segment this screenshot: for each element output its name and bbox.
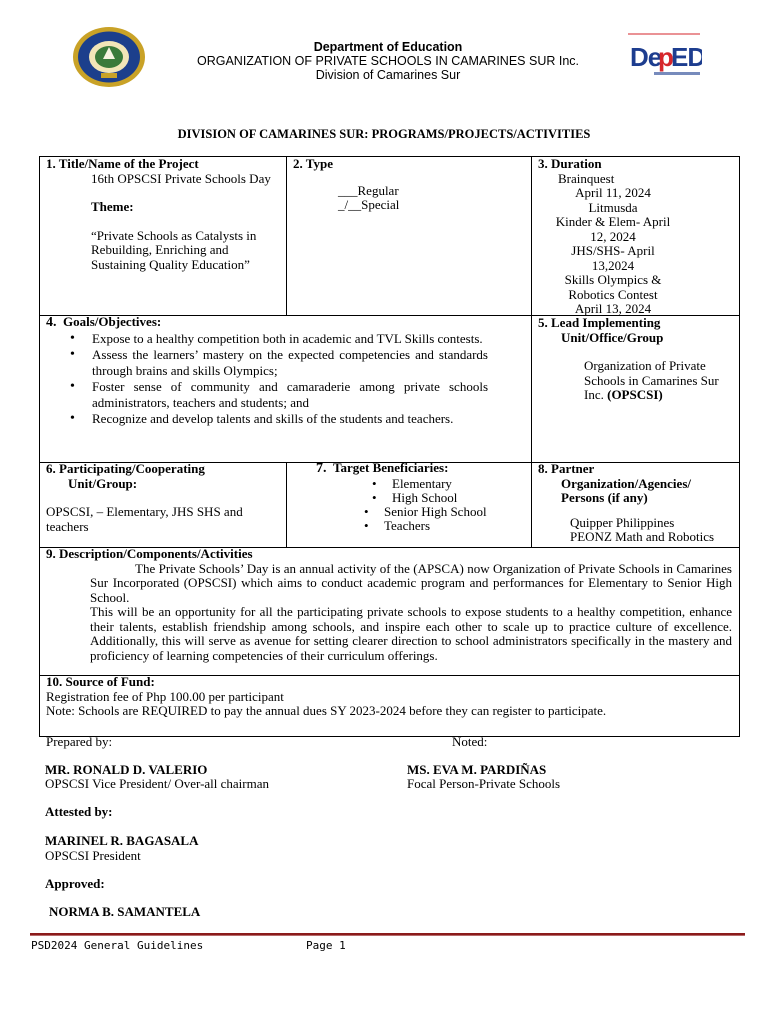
type-regular: ___Regular	[338, 182, 399, 198]
deped-logo	[626, 32, 702, 80]
theme-text: “Private Schools as Catalysts in Rebuilding, Enriching and Sustaining Quality Education”	[91, 227, 257, 272]
section-5-heading: 5. Lead Implementing	[538, 315, 661, 330]
section-2-heading: 2. Type	[293, 156, 333, 171]
section-8-partner	[538, 462, 738, 545]
fund-registration-fee: Registration fee of Php 100.00 per participant	[46, 688, 284, 704]
section-6-participating	[46, 462, 282, 534]
attested-name: MARINEL R. BAGASALA	[45, 833, 199, 848]
duration-line: 13,2024	[591, 257, 635, 273]
theme-label: Theme:	[91, 199, 134, 214]
attested-title: OPSCSI President	[45, 848, 141, 863]
section-3-heading: 3. Duration	[538, 156, 602, 171]
section-7-heading: Target Beneficiaries:	[333, 460, 449, 475]
lead-organization	[538, 359, 734, 403]
svg-text:p: p	[658, 42, 673, 72]
partner-line: Quipper Philippines	[570, 514, 675, 530]
prepared-title: OPSCSI Vice President/ Over-all chairman	[45, 776, 270, 791]
footer-rule	[30, 933, 745, 936]
opscsi-seal-icon	[72, 26, 146, 88]
section-4-goals	[46, 315, 488, 427]
lead-organization-text: Organization of Private Schools in Camarines Sur Inc.	[584, 358, 719, 402]
description-paragraph: This will be an opportunity for all the participating private schools to expose students to a healthy competition, enhance their talents, establish friendship among schools, and inspire each other to scale up to practice culture of excellence. Additionally, this will serve as avenue for setting clearer direction to school administrators specifically in the mastery and proficiency of learning competencies of their curriculum offerings.	[90, 604, 732, 663]
footer-guidelines: PSD2024 General Guidelines	[31, 939, 204, 952]
project-name: 16th OPSCSI Private Schools Day	[91, 170, 271, 186]
section-4-number: 4.	[46, 315, 57, 330]
description-paragraph: The Private Schools’ Day is an annual activity of the (APSCA) now Organization of Private Schools in Camarines Sur Incorporated (OPSCSI) which aims to conduct academic program and performances for Elementary to Senior High School.	[90, 560, 732, 605]
duration-line: JHS/SHS- April	[571, 243, 655, 258]
prepared-by-label: Prepared by:	[46, 734, 113, 749]
type-special: _/__Special	[338, 197, 400, 212]
section-5-subheading: Unit/Office/Group	[561, 329, 664, 345]
svg-text:ED: ED	[671, 42, 702, 72]
beneficiary-item: • Teachers	[384, 519, 528, 533]
attested-label: Attested by:	[45, 804, 113, 819]
section-6-heading: 6. Participating/Cooperating	[46, 461, 205, 476]
duration-line: Litmusda	[588, 199, 638, 215]
approved-name: NORMA B. SAMANTELA	[49, 904, 201, 919]
goal-item: • Assess the learners’ mastery on the expected competencies and standards through brains and skills Olympics;	[46, 347, 488, 379]
noted-name: MS. EVA M. PARDIÑAS	[407, 762, 547, 777]
section-8-heading: 8. Partner	[538, 461, 595, 476]
goal-item: • Foster sense of community and camaraderie among private schools administrators, teachers and students; and	[46, 379, 488, 411]
noted-label: Noted:	[452, 734, 488, 749]
goal-item: • Expose to a healthy competition both in academic and TVL Skills contests.	[46, 331, 488, 347]
section-9-description	[46, 547, 732, 663]
duration-line: Brainquest	[558, 170, 615, 186]
duration-line: Kinder & Elem- April	[555, 214, 671, 229]
section-8-subheading-2: Persons (if any)	[561, 490, 648, 505]
section-2-type	[293, 157, 525, 213]
beneficiary-item: • High School	[392, 491, 528, 505]
participating-groups: OPSCSI, – Elementary, JHS SHS and teachers	[46, 504, 243, 534]
lead-organization-acronym: (OPSCSI)	[607, 387, 663, 402]
section-7-beneficiaries	[316, 461, 528, 533]
document-title: DIVISION OF CAMARINES SUR: PROGRAMS/PROJECTS/ACTIVITIES	[177, 127, 591, 141]
opscsi-logo	[72, 26, 146, 88]
beneficiary-item: • Senior High School	[384, 505, 528, 519]
section-10-heading: 10. Source of Fund:	[46, 674, 155, 689]
footer-page-number: Page 1	[306, 939, 346, 952]
svg-text:De: De	[630, 42, 662, 72]
section-4-heading: Goals/Objectives:	[63, 314, 162, 329]
partner-line: PEONZ Math and Robotics	[570, 529, 715, 544]
noted-title: Focal Person-Private Schools	[407, 776, 561, 791]
header-division: Division of Camarines Sur	[315, 68, 461, 82]
fund-note: Note: Schools are REQUIRED to pay the annual dues SY 2023-2024 before they can register to participate.	[46, 703, 607, 718]
section-8-subheading: Organization/Agencies/	[561, 475, 691, 491]
goal-item: • Recognize and develop talents and skills of the students and teachers.	[46, 411, 488, 427]
duration-line: 12, 2024	[590, 228, 636, 244]
prepared-name: MR. RONALD D. VALERIO	[45, 762, 208, 777]
deped-logo-icon	[626, 32, 702, 80]
header-department: Department of Education	[313, 40, 463, 54]
goals-list	[46, 331, 488, 427]
header-organization: ORGANIZATION OF PRIVATE SCHOOLS IN CAMARINES SUR Inc.	[197, 54, 579, 68]
duration-line: April 13, 2024	[574, 301, 652, 316]
duration-line: Skills Olympics &	[564, 272, 662, 287]
section-1-title	[46, 157, 282, 272]
section-9-heading: 9. Description/Components/Activities	[46, 546, 253, 561]
beneficiary-item: • Elementary	[392, 477, 528, 491]
section-3-duration	[538, 157, 734, 317]
duration-line: April 11, 2024	[575, 185, 651, 200]
section-1-heading: 1. Title/Name of the Project	[46, 156, 199, 171]
beneficiaries-list	[316, 477, 528, 533]
section-5-lead	[538, 316, 734, 403]
duration-line: Robotics Contest	[568, 286, 658, 302]
approved-label: Approved:	[45, 876, 105, 891]
section-7-number: 7.	[316, 461, 327, 476]
section-10-fund	[46, 675, 732, 719]
section-6-subheading: Unit/Group:	[68, 475, 138, 491]
